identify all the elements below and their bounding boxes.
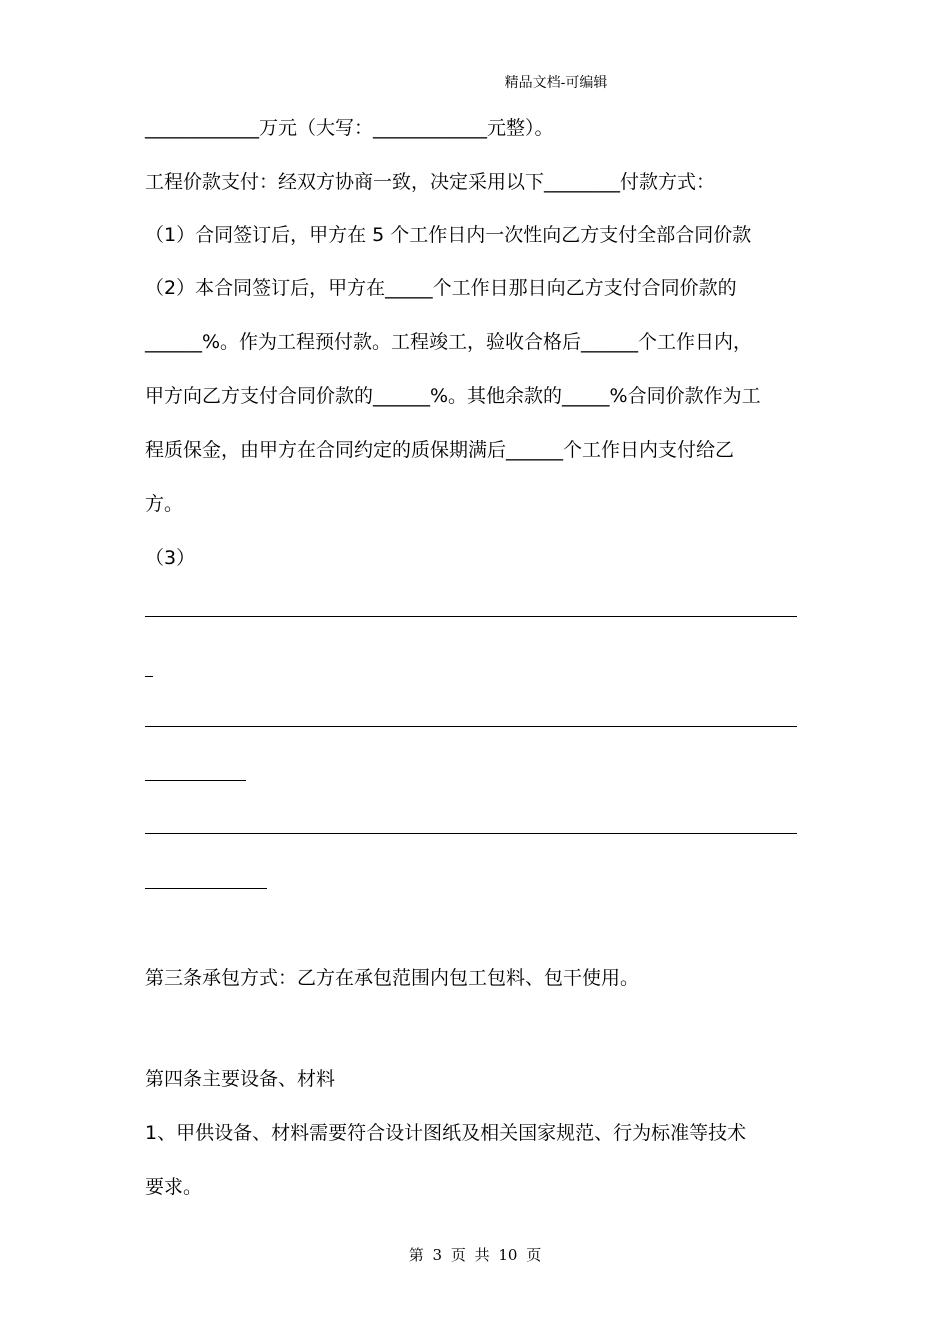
blank-fill-line — [145, 726, 797, 727]
body-line: ______%。作为工程预付款。工程竣工，验收合格后______个工作日内， — [145, 331, 753, 353]
article-four-heading: 第四条主要设备、材料 — [145, 1068, 336, 1090]
body-line: （3） — [145, 547, 196, 569]
page-header: 精品文档-可编辑 — [504, 75, 608, 91]
body-line: ____________万元（大写：____________元整）。 — [145, 117, 554, 139]
body-line: 要求。 — [145, 1176, 203, 1198]
body-line: 方。 — [145, 493, 184, 515]
page-footer: 第 3 页 共 10 页 — [408, 1246, 542, 1264]
blank-fill-line — [145, 616, 797, 617]
body-line: （2）本合同签订后，甲方在_____个工作日那日向乙方支付合同价款的 — [145, 277, 737, 299]
body-line: 程质保金，由甲方在合同约定的质保期满后______个工作日内支付给乙 — [145, 439, 735, 461]
body-line: 工程价款支付：经双方协商一致，决定采用以下________付款方式： — [145, 171, 716, 193]
blank-fill-line — [145, 780, 246, 781]
body-line: 甲方向乙方支付合同价款的______%。其他余款的_____%合同价款作为工 — [145, 385, 761, 407]
body-line: （1）合同签订后，甲方在 5 个工作日内一次性向乙方支付全部合同价款 — [145, 224, 752, 246]
body-line: 1、甲供设备、材料需要符合设计图纸及相关国家规范、行为标准等技术 — [145, 1122, 747, 1144]
blank-fill-line — [145, 676, 153, 677]
blank-fill-line — [145, 888, 267, 889]
blank-fill-line — [145, 833, 797, 834]
article-three: 第三条承包方式：乙方在承包范围内包工包料、包干使用。 — [145, 967, 640, 989]
